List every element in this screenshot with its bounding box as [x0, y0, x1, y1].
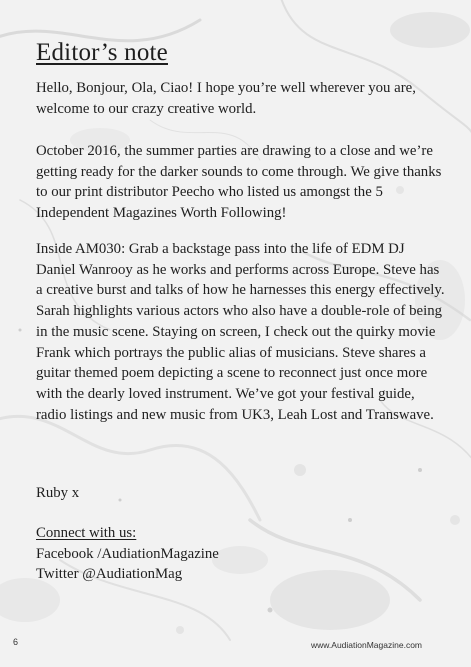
paragraph-october: October 2016, the summer parties are drawing to a close and we’re getting ready for the darker sounds to come through. We give thanks to our print distributor Peecho who listed us amongst the 5 Independent Magazines Worth Following! [36, 143, 442, 222]
connect-heading: Connect with us: [36, 525, 137, 541]
paragraph-greeting: Hello, Bonjour, Ola, Ciao! I hope you’re well wherever you are, welcome to our crazy creative world. [36, 80, 416, 117]
twitter-link[interactable]: Twitter @AudiationMag [36, 566, 183, 583]
facebook-link[interactable]: Facebook /AudiationMagazine [36, 545, 219, 562]
page-number: 6 [13, 637, 19, 647]
footer-url[interactable]: www.AudiationMagazine.com [310, 640, 422, 650]
connect-section [36, 523, 219, 585]
signoff: Ruby x [36, 485, 80, 501]
paragraph-inside-issue: Inside AM030: Grab a backstage pass into the life of EDM DJ Daniel Wanrooy as he works and performs across Europe. Steve has a creative burst and talks of how he harnesses this energy effectively. Sarah highlights various actors who also have a double-role of being in the music scene. Staying on screen, I check out the quirky movie Frank which portrays the public alias of musicians. Steve shares a guitar themed poem depicting a scene to reconnect just once more with the dearly loved instrument. We’ve got your festival guide, radio listings and new music from UK3, Leah Lost and Transwave. [36, 241, 445, 423]
page-title: Editor’s note [36, 39, 168, 66]
